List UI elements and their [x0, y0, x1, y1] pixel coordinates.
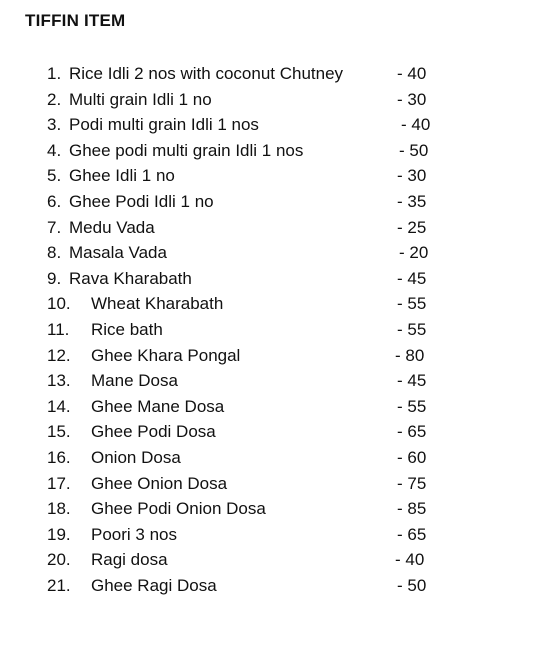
item-price: - 25 [397, 217, 427, 237]
item-name: Ghee Ragi Dosa [91, 575, 217, 595]
item-name: Ghee Onion Dosa [91, 473, 228, 493]
item-price: - 40 [397, 64, 427, 83]
item-price: - 55 [397, 396, 427, 416]
item-name: Ghee Khara Pongal [91, 345, 241, 365]
item-number: 4. [47, 140, 62, 160]
item-price: - 45 [397, 371, 427, 391]
menu-item [0, 471, 549, 497]
item-name: Rice Idli 2 nos with coconut Chutney [69, 64, 344, 83]
item-price: - 75 [397, 473, 427, 493]
menu-item [0, 240, 549, 266]
menu-item [0, 266, 549, 292]
item-name: Ghee Podi Idli 1 no [69, 191, 214, 211]
menu-item [0, 394, 549, 420]
item-price: - 45 [397, 268, 427, 288]
item-number: 17. [47, 473, 71, 493]
menu-item [0, 445, 549, 471]
menu-list [0, 61, 549, 598]
item-price: - 40 [401, 115, 431, 135]
menu-item [0, 61, 549, 87]
menu-item [0, 496, 549, 522]
item-number: 3. [47, 115, 62, 135]
item-name: Wheat Kharabath [91, 294, 224, 314]
item-number: 15. [47, 422, 71, 442]
item-price: - 40 [395, 550, 425, 570]
item-price: - 50 [399, 140, 429, 160]
menu-item [0, 343, 549, 369]
item-price: - 30 [397, 166, 427, 186]
item-number: 19. [47, 524, 71, 544]
menu-item [0, 573, 549, 599]
item-price: - 55 [397, 294, 427, 314]
item-number: 1. [47, 64, 62, 83]
item-name: Medu Vada [69, 217, 155, 237]
item-price: - 30 [397, 89, 427, 109]
item-number: 9. [47, 268, 62, 288]
item-number: 18. [47, 499, 71, 519]
item-number: 21. [47, 575, 71, 595]
menu-item [0, 215, 549, 241]
item-price: - 20 [399, 243, 429, 263]
item-number: 13. [47, 371, 71, 391]
item-price: - 50 [397, 575, 427, 595]
item-name: Ghee Idli 1 no [69, 166, 175, 186]
menu-item [0, 419, 549, 445]
item-number: 14. [47, 396, 71, 416]
item-number: 6. [47, 191, 62, 211]
item-price: - 65 [397, 524, 427, 544]
item-number: 11. [47, 319, 70, 339]
item-price: - 60 [397, 447, 427, 467]
item-name: Podi multi grain Idli 1 nos [69, 115, 259, 135]
item-name: Ragi dosa [91, 550, 168, 570]
item-number: 20. [47, 550, 71, 570]
item-price: - 35 [397, 191, 427, 211]
item-number: 12. [47, 345, 71, 365]
item-number: 10. [47, 294, 71, 314]
menu-item [0, 522, 549, 548]
item-name: Mane Dosa [91, 371, 178, 391]
item-name: Poori 3 nos [91, 524, 177, 544]
item-number: 7. [47, 217, 62, 237]
item-name: Rice bath [91, 319, 163, 339]
item-name: Masala Vada [69, 243, 167, 263]
item-price: - 55 [397, 319, 427, 339]
item-name: Rava Kharabath [69, 268, 192, 288]
menu-item [0, 87, 549, 113]
item-number: 2. [47, 89, 62, 109]
menu-item [0, 368, 549, 394]
item-number: 8. [47, 243, 62, 263]
item-price: - 80 [395, 345, 425, 365]
menu-item [0, 138, 549, 164]
item-name: Ghee Podi Onion Dosa [91, 499, 266, 519]
item-name: Multi grain Idli 1 no [69, 89, 212, 109]
menu-item [0, 112, 549, 138]
menu-item [0, 317, 549, 343]
menu-item [0, 547, 549, 573]
item-name: Onion Dosa [91, 447, 181, 467]
item-price: - 85 [397, 499, 427, 519]
item-name: Ghee podi multi grain Idli 1 nos [69, 140, 304, 160]
item-name: Ghee Mane Dosa [91, 396, 225, 416]
item-name: Ghee Podi Dosa [91, 422, 216, 442]
menu-item [0, 291, 549, 317]
item-number: 5. [47, 166, 62, 186]
menu-title: TIFFIN ITEM [25, 11, 126, 30]
item-number: 16. [47, 447, 71, 467]
item-price: - 65 [397, 422, 427, 442]
menu-item [0, 163, 549, 189]
menu-item [0, 189, 549, 215]
